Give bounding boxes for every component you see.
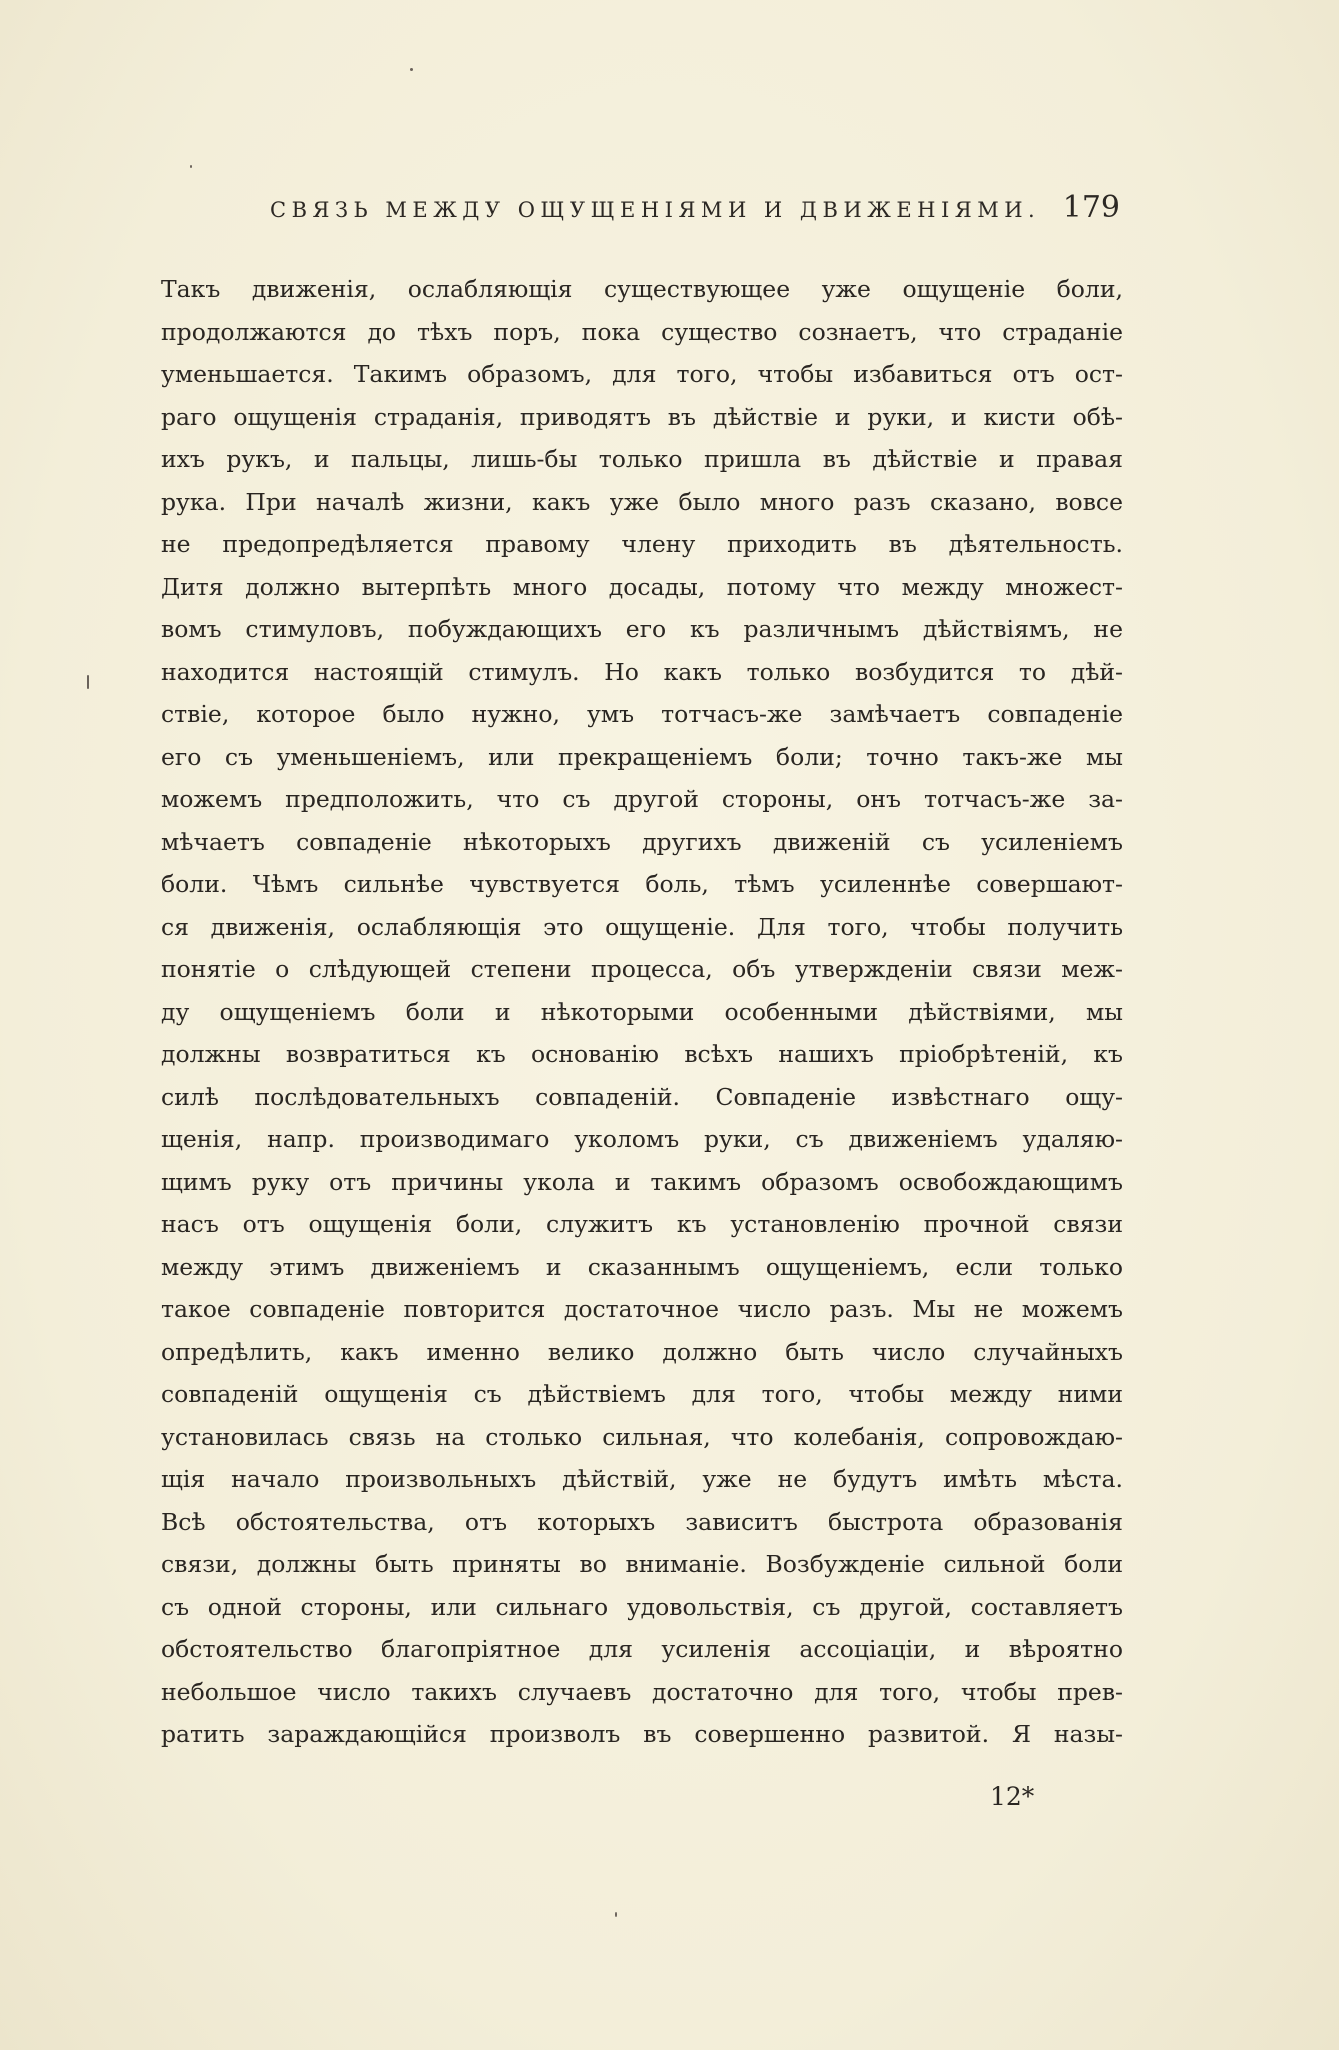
text-line: ствіе, которое было нужно, умъ тотчасъ-же замѣчаетъ совпаденіе [161,700,1123,728]
text-line: щенія, напр. производимаго уколомъ руки, съ движеніемъ удаляю- [161,1125,1123,1153]
text-line: можемъ предположить, что съ другой стороны, онъ тотчасъ-же за- [161,785,1123,813]
print-speck [190,165,192,168]
signature-mark: 12* [990,1782,1035,1811]
text-line: совпаденій ощущенія съ дѣйствіемъ для того, чтобы между ними [161,1380,1123,1408]
print-speck [615,1912,617,1917]
text-line: ду ощущеніемъ боли и нѣкоторыми особенными дѣйствіями, мы [161,997,1123,1026]
text-line: обстоятельство благопріятное для усиленія ассоціаціи, и вѣроятно [161,1635,1123,1663]
text-line: его съ уменьшеніемъ, или прекращеніемъ боли; точно такъ-же мы [161,742,1123,771]
text-line: ихъ рукъ, и пальцы, лишь-бы только пришла въ дѣйствіе и правая [161,445,1123,473]
text-line: небольшое число такихъ случаевъ достаточно для того, чтобы прев- [161,1677,1123,1706]
text-line: такое совпаденіе повторится достаточное число разъ. Мы не можемъ [161,1295,1123,1323]
text-line: щія начало произвольныхъ дѣйствій, уже не будутъ имѣть мѣста. [161,1465,1123,1493]
text-line: насъ отъ ощущенія боли, служитъ къ установленію прочной связи [161,1210,1123,1238]
text-line: между этимъ движеніемъ и сказаннымъ ощущеніемъ, если только [161,1252,1123,1281]
body-text [161,268,1123,1756]
text-line: раго ощущенія страданія, приводятъ въ дѣйствіе и руки, и кисти обѣ- [161,402,1123,431]
text-line: Такъ движенія, ослабляющія существующее уже ощущеніе боли, [161,275,1123,303]
page-header [270,190,1130,236]
print-speck [410,68,413,71]
text-line: рука. При началѣ жизни, какъ уже было много разъ сказано, вовсе [161,487,1123,516]
text-line: ся движенія, ослабляющія это ощущеніе. Для того, чтобы получить [161,912,1123,941]
text-line: понятіе о слѣдующей степени процесса, объ утвержденіи связи меж- [161,955,1123,983]
text-line: Дитя должно вытерпѣть много досады, потому что между множест- [161,572,1123,601]
page-number: 179 [1062,190,1120,225]
text-line: продолжаются до тѣхъ поръ, пока существо сознаетъ, что страданіе [161,317,1123,346]
text-line: Всѣ обстоятельства, отъ которыхъ зависитъ быстрота образованія [161,1507,1123,1536]
text-line: опредѣлить, какъ именно велико должно быть число случайныхъ [161,1337,1123,1366]
text-line: съ одной стороны, или сильнаго удовольствія, съ другой, составляетъ [161,1592,1123,1621]
text-line: мѣчаетъ совпаденіе нѣкоторыхъ другихъ движеній съ усиленіемъ [161,827,1123,856]
text-line: связи, должны быть приняты во вниманіе. Возбужденіе сильной боли [161,1550,1123,1578]
text-line: щимъ руку отъ причины укола и такимъ образомъ освобождающимъ [161,1167,1123,1196]
text-line: установилась связь на столько сильная, что колебанія, сопровождаю- [161,1422,1123,1451]
text-line: находится настоящій стимулъ. Но какъ только возбудится то дѣй- [161,657,1123,686]
text-line: вомъ стимуловъ, побуждающихъ его къ различнымъ дѣйствіямъ, не [161,615,1123,643]
running-head: СВЯЗЬ МЕЖДУ ОЩУЩЕНІЯМИ И ДВИЖЕНІЯМИ. [270,198,1041,222]
text-line: ратить зараждающійся произволъ въ совершенно развитой. Я назы- [161,1720,1123,1748]
text-line: должны возвратиться къ основанію всѣхъ нашихъ пріобрѣтеній, къ [161,1040,1123,1068]
print-speck [87,675,89,689]
text-line: уменьшается. Такимъ образомъ, для того, чтобы избавиться отъ ост- [161,360,1123,388]
text-line: боли. Чѣмъ сильнѣе чувствуется боль, тѣмъ усиленнѣе совершают- [161,870,1123,898]
text-line: не предопредѣляется правому члену приходить въ дѣятельность. [161,530,1123,558]
text-line: силѣ послѣдовательныхъ совпаденій. Совпаденіе извѣстнаго ощу- [161,1082,1123,1111]
